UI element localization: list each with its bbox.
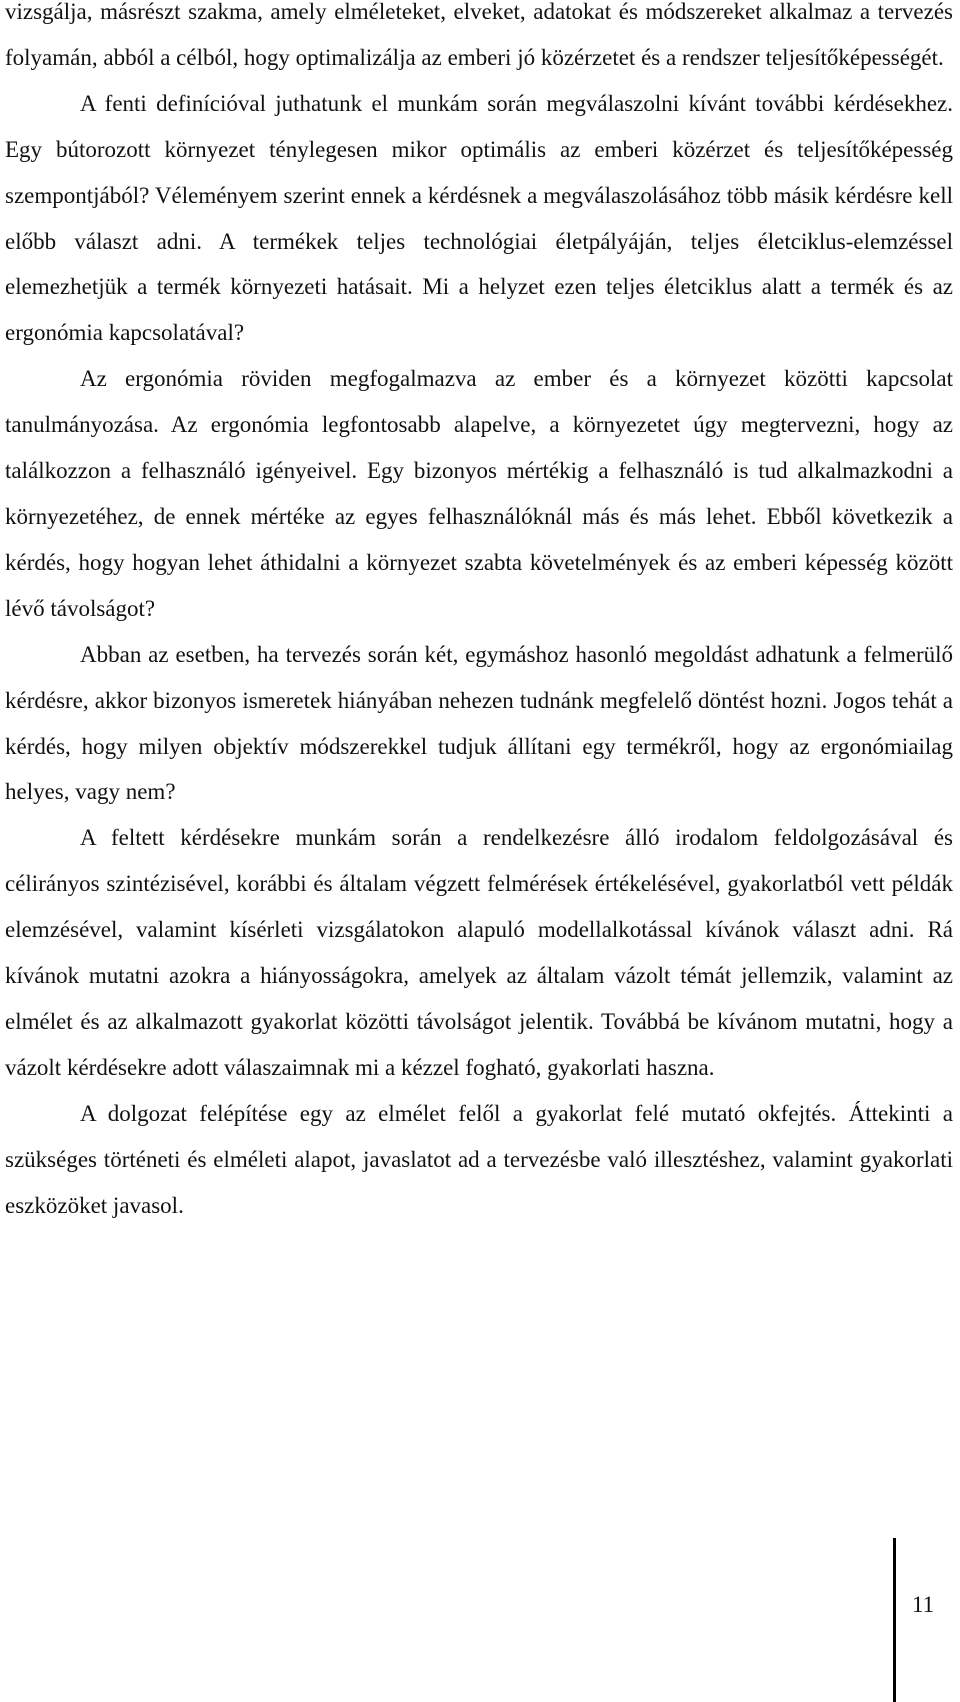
page-footer [893, 1538, 953, 1702]
paragraph-design-decision: Abban az esetben, ha tervezés során két, egymáshoz hasonló megoldást adhatunk a felmerülő kérdésre, akkor bizonyos ismeretek hiányában nehezen tudnánk megfelelő döntést hozni. Jogos tehát a kérdés, hogy milyen objektív módszerekkel tudjuk állítani egy termékről, hogy az ergonómiailag helyes, vagy nem? [5, 641, 953, 805]
paragraph-definition-questions: A fenti definícióval juthatunk el munkám során megválaszolni kívánt további kérdésekhez. Egy bútorozott környezet ténylegesen mikor optimális az emberi közérzet és teljesítőképesség szempontjából? Véleményem szerint ennek a kérdésnek a megválaszolásához több másik kérdésre kell előbb választ adni. A termékek teljes technológiai életpályáján, teljes életciklus-elemzéssel elemezhetjük a termék környezeti hatásait. Mi a helyzet ezen teljes életciklus alatt a termék és az ergonómia kapcsolatával? [5, 90, 953, 346]
paragraph-ergonomics: Az ergonómia röviden megfogalmazva az ember és a környezet közötti kapcsolat tanulmányozása. Az ergonómia legfontosabb alapelve, a környezetet úgy megtervezni, hogy az találkozzon a felhasználó igényeivel. Egy bizonyos mértékig a felhasználó is tud alkalmazkodni a környezetéhez, de ennek mértéke az egyes felhasználóknál más és más lehet. Ebből következik a kérdés, hogy hogyan lehet áthidalni a környezet szabta követelmények és az emberi képesség között lévő távolságot? [5, 366, 953, 621]
paragraph-methodology: A feltett kérdésekre munkám során a rendelkezésre álló irodalom feldolgozásával és célirányos szintézisével, korábbi és általam végzett felmérések értékelésével, gyakorlatból vett példák elemzésével, valamint kísérleti vizsgálatokon alapuló modellalkotással kívánok választ adni. Rá kívánok mutatni azokra a hiányosságokra, amelyek az általam vázolt témát jellemzik, valamint az elmélet és az alkalmazott gyakorlat közötti távolságot jelentik. Továbbá be kívánom mutatni, hogy a vázolt kérdésekre adott válaszaimnak mi a kézzel fogható, gyakorlati haszna. [5, 825, 953, 1080]
document-body [5, 0, 953, 1228]
paragraph-structure: A dolgozat felépítése egy az elmélet felől a gyakorlat felé mutató okfejtés. Áttekinti a szükséges történeti és elméleti alapot, javaslatot ad a tervezésbe való illesztéshez, valamint gyakorlati eszközöket javasol. [5, 1100, 953, 1218]
page-number: 11 [912, 1592, 935, 1617]
footer-vertical-rule [893, 1538, 896, 1702]
paragraph-continuation: vizsgálja, másrészt szakma, amely elméleteket, elveket, adatokat és módszereket alkalmaz a tervezés folyamán, abból a célból, hogy optimalizálja az emberi jó közérzetet és a rendszer teljesítőképességét. [5, 0, 953, 70]
